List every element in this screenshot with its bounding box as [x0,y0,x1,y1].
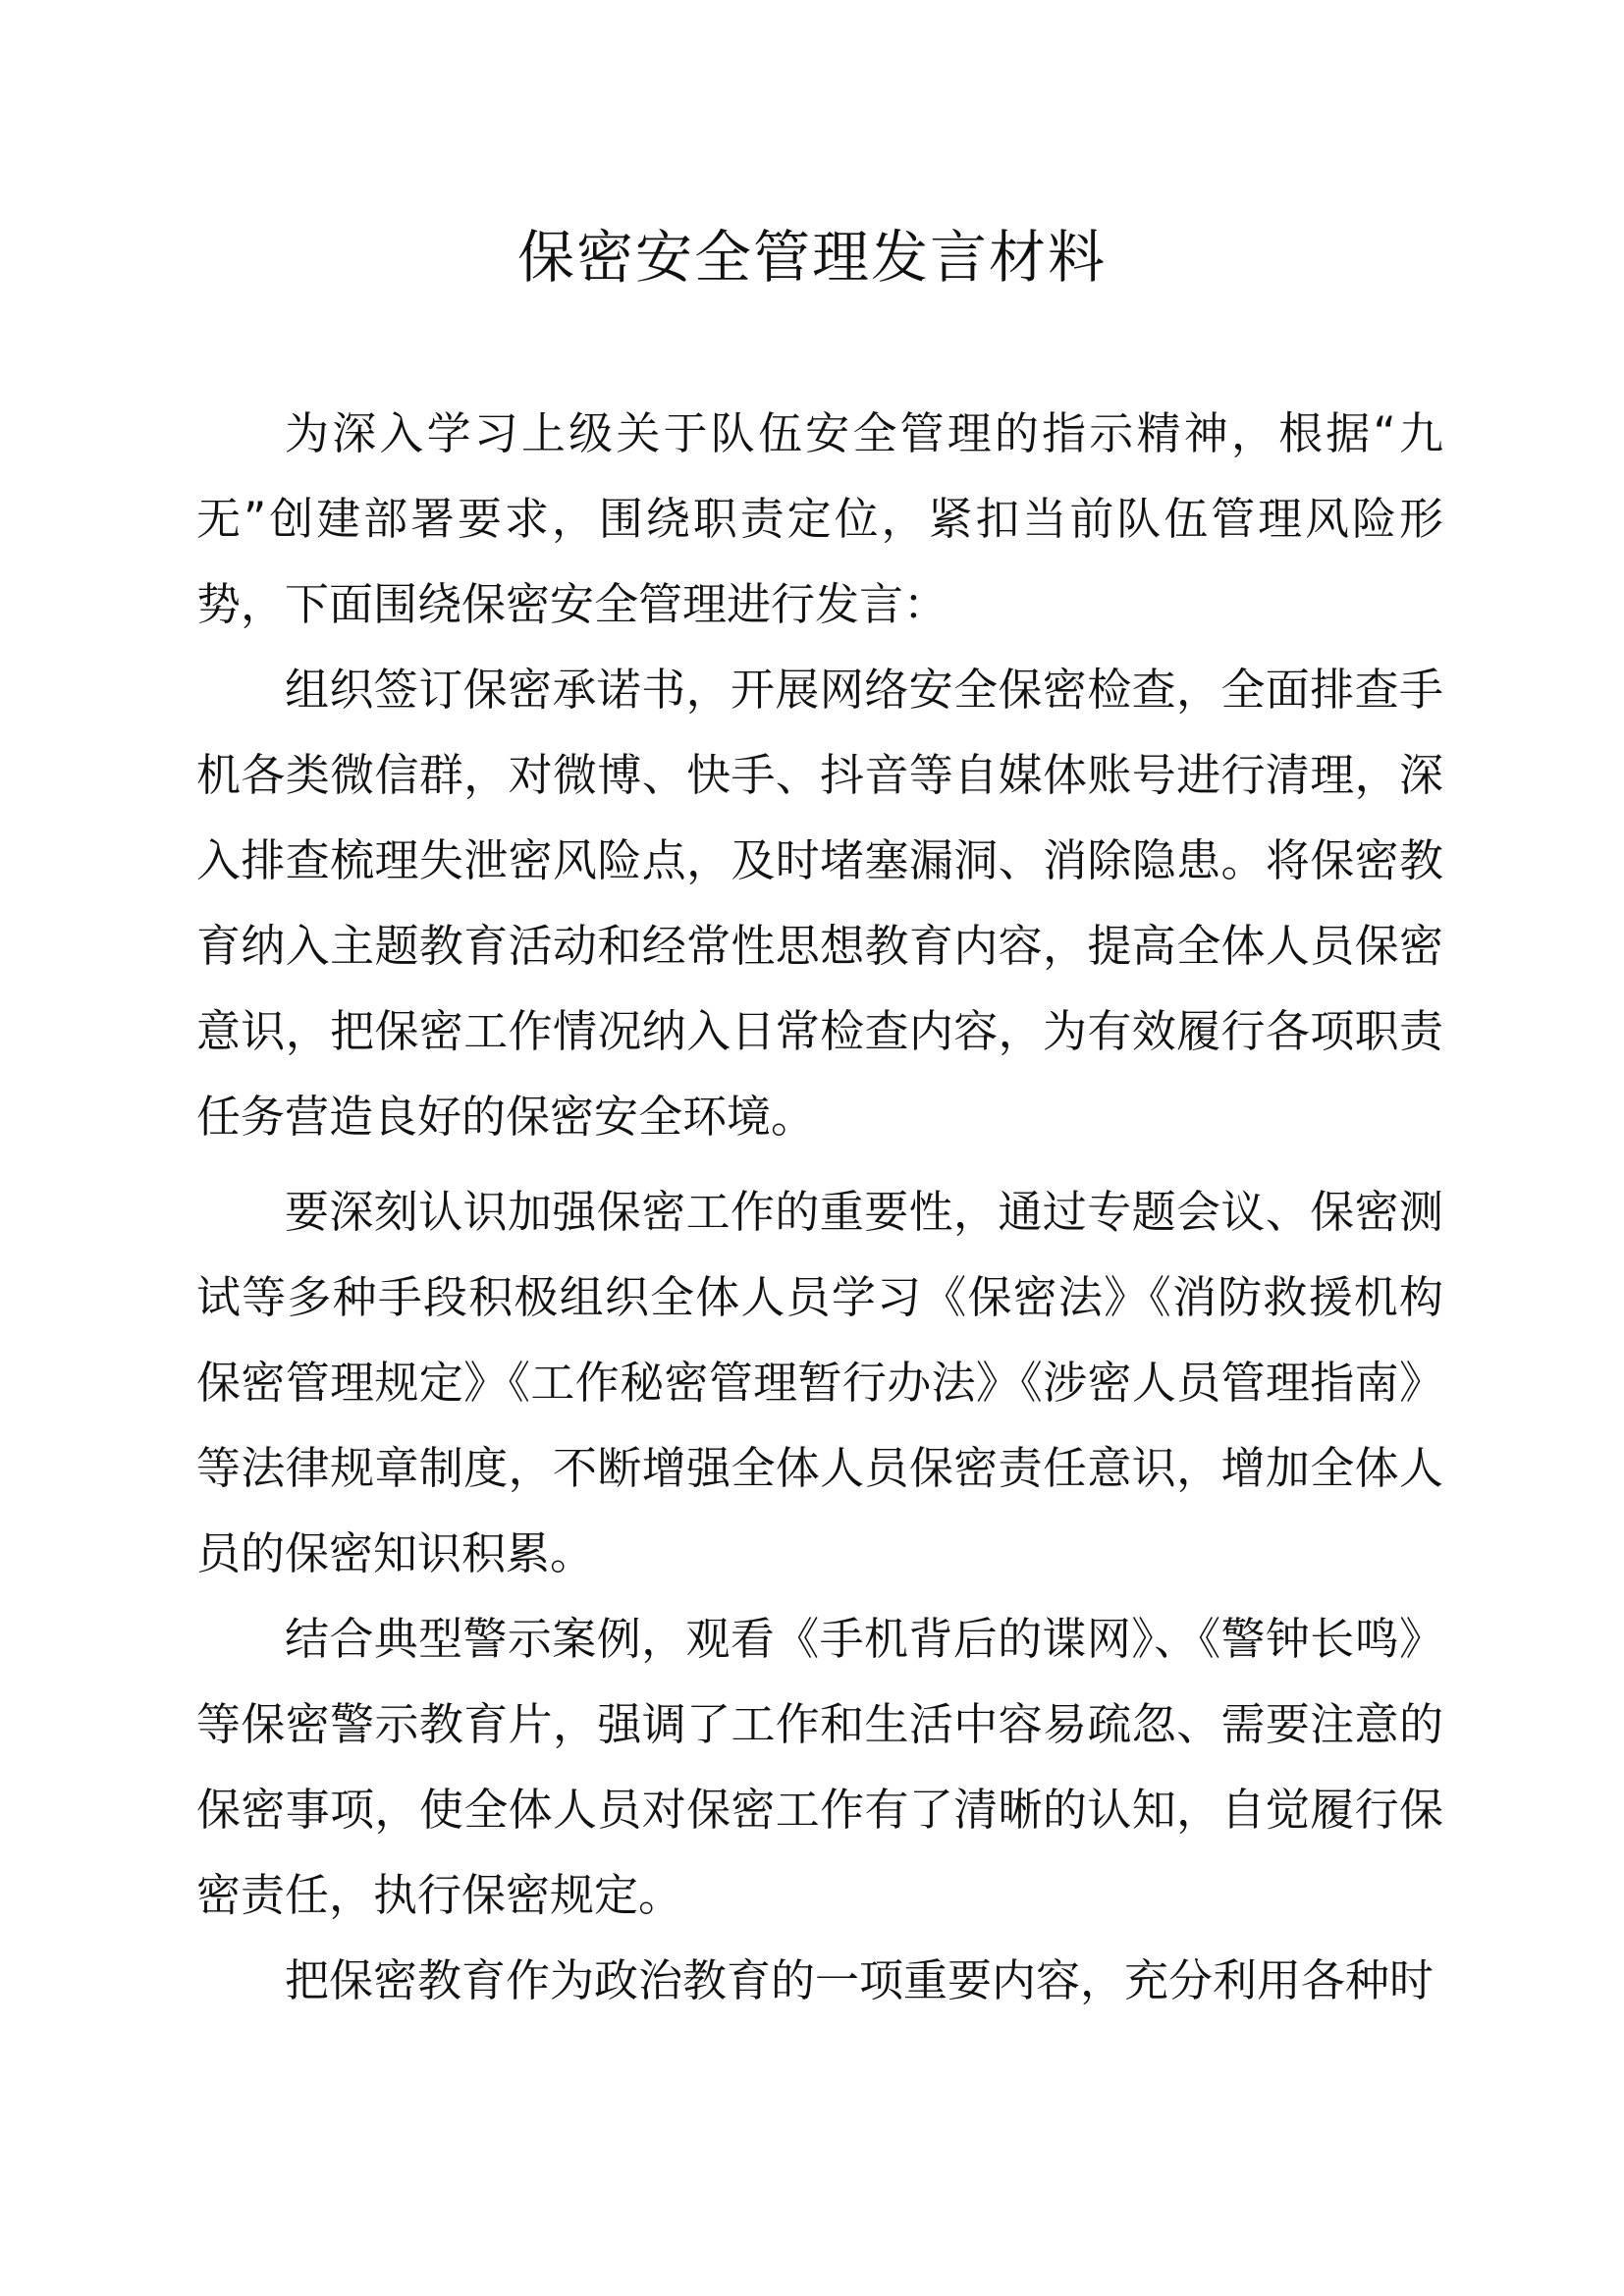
paragraph-intro: 为深入学习上级关于队伍安全管理的指示精神，根据“九无”创建部署要求，围绕职责定位，紧扣当前队伍管理风险形势，下面围绕保密安全管理进行发言： [196,407,1443,630]
paragraph-learning: 要深刻认识加强保密工作的重要性，通过专题会议、保密测试等多种手段积极组织全体人员学习《保密法》《消防救援机构保密管理规定》《工作秘密管理暂行办法》《涉密人员管理指南》等法律规章制度，不断增强全体人员保密责任意识，增加全体人员的保密知识积累。 [196,1186,1443,1579]
paragraph-political-education: 把保密教育作为政治教育的一项重要内容，充分利用各种时 [285,1954,1435,2006]
paragraph-warning-cases: 结合典型警示案例，观看《手机背后的谍网》、《警钟长鸣》等保密警示教育片，强调了工作和生活中容易疏忽、需要注意的保密事项，使全体人员对保密工作有了清晰的认知，自觉履行保密责任，执行保密规定。 [196,1613,1443,1921]
paragraph-measures: 组织签订保密承诺书，开展网络安全保密检查，全面排查手机各类微信群，对微博、快手、抖音等自媒体账号进行清理，深入排查梳理失泄密风险点，及时堵塞漏洞、消除隐患。将保密教育纳入主题教育活动和经常性思想教育内容，提高全体人员保密意识，把保密工作情况纳入日常检查内容，为有效履行各项职责任务营造良好的保密安全环境。 [196,664,1443,1143]
document-body [196,391,1443,2023]
document-title: 保密安全管理发言材料 [516,224,1107,291]
